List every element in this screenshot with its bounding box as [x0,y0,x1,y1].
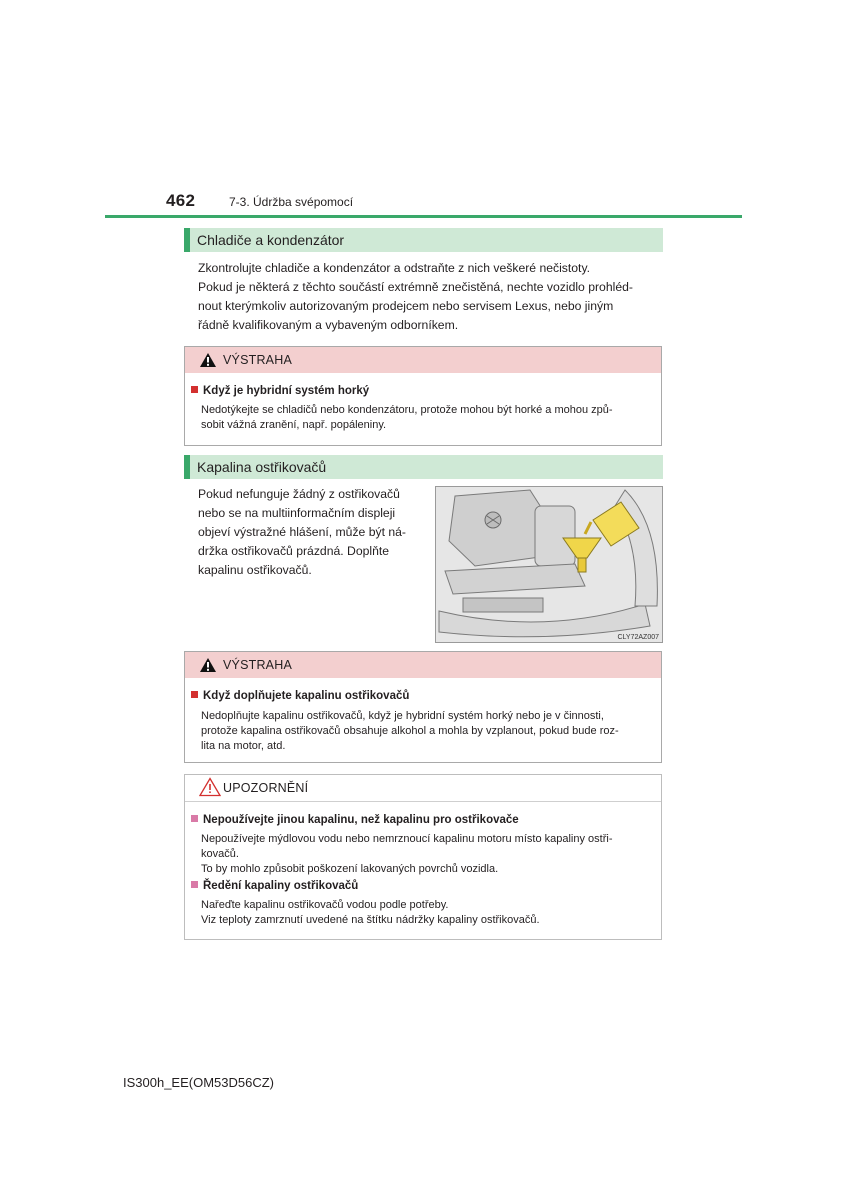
caution-box [184,774,662,940]
text-line: sobit vážná zranění, např. popáleniny. [201,419,387,431]
caution-bullet [191,880,358,892]
text-line: kovačů. [201,848,239,860]
section-heading-washer-fluid [184,455,663,479]
text-line: To by mohlo způsobit poškození lakovaných povrchů vozidla. [201,863,499,875]
warning-box-refilling [184,651,662,763]
figure-code: CLY72AZ007 [617,634,659,641]
warning-bullet [191,385,369,397]
warning-header [185,652,661,678]
warning-bullet [191,690,409,702]
text-line: protože kapalina ostřikovačů obsahuje alkohol a mohla by vzplanout, pokud bude roz- [201,725,619,737]
bullet-square-icon [191,815,198,822]
radiators-paragraph [198,259,660,335]
text-line: nebo se na multiinformačním displeji [198,506,396,520]
text-line: Zkontrolujte chladiče a kondenzátor a odstraňte z nich veškeré nečistoty. [198,261,591,275]
caution-header [185,775,661,802]
warning-text [201,709,619,754]
text-line: objeví výstražné hlášení, může být ná- [198,525,406,539]
caution-text [201,832,613,877]
warning-text [201,403,613,433]
text-line: Nedotýkejte se chladičů nebo kondenzátoru, protože mohou být horké a mohou způ- [201,404,613,416]
warning-triangle-icon [199,352,217,373]
caution-label: UPOZORNĚNÍ [223,781,309,795]
text-line: držka ostřikovačů prázdná. Doplňte [198,544,390,558]
section-heading-radiators [184,228,663,252]
text-line: Viz teploty zamrznutí uvedené na štítku nádržky kapaliny ostřikovačů. [201,914,540,926]
bullet-square-icon [191,881,198,888]
text-line: Nařeďte kapalinu ostřikovačů vodou podle potřeby. [201,899,449,911]
bullet-square-icon [191,691,198,698]
text-line: Pokud je některá z těchto součástí extrémně znečistěná, nechte vozidlo prohléd- [198,280,633,294]
caution-bullet [191,814,519,826]
header-divider [105,215,742,218]
text-line: nout kterýmkoliv autorizovaným prodejcem nebo servisem Lexus, nebo jiným [198,299,614,313]
document-code: IS300h_EE(OM53D56CZ) [123,1075,275,1090]
warning-label: VÝSTRAHA [223,353,292,367]
bullet-heading: Ředění kapaliny ostřikovačů [203,880,359,892]
warning-label: VÝSTRAHA [223,658,292,672]
section-title: 7-3. Údržba svépomocí [229,195,354,209]
text-line: lita na motor, atd. [201,740,286,752]
engine-bay-illustration [435,486,663,643]
text-line: Pokud nefunguje žádný z ostřikovačů [198,487,400,501]
section-heading-label: Chladiče a kondenzátor [197,232,345,248]
caution-text [201,898,540,928]
warning-header [185,347,661,373]
section-heading-label: Kapalina ostřikovačů [197,459,327,475]
warning-triangle-icon [199,657,217,678]
washer-paragraph [198,485,423,580]
page-number: 462 [166,191,196,210]
text-line: Nedoplňujte kapalinu ostřikovačů, když je hybridní systém horký nebo je v činnosti, [201,710,604,722]
bullet-heading: Když doplňujete kapalinu ostřikovačů [203,690,410,702]
caution-triangle-icon [199,777,221,802]
bullet-square-icon [191,386,198,393]
bullet-heading: Když je hybridní systém horký [203,385,370,397]
text-line: Nepoužívejte mýdlovou vodu nebo nemrznoucí kapalinu motoru místo kapaliny ostři- [201,833,613,845]
text-line: kapalinu ostřikovačů. [198,563,312,577]
bullet-heading: Nepoužívejte jinou kapalinu, než kapalinu pro ostřikovače [203,814,519,826]
warning-box-hot-system [184,346,662,446]
text-line: řádně kvalifikovaným a vybaveným odborníkem. [198,318,459,332]
